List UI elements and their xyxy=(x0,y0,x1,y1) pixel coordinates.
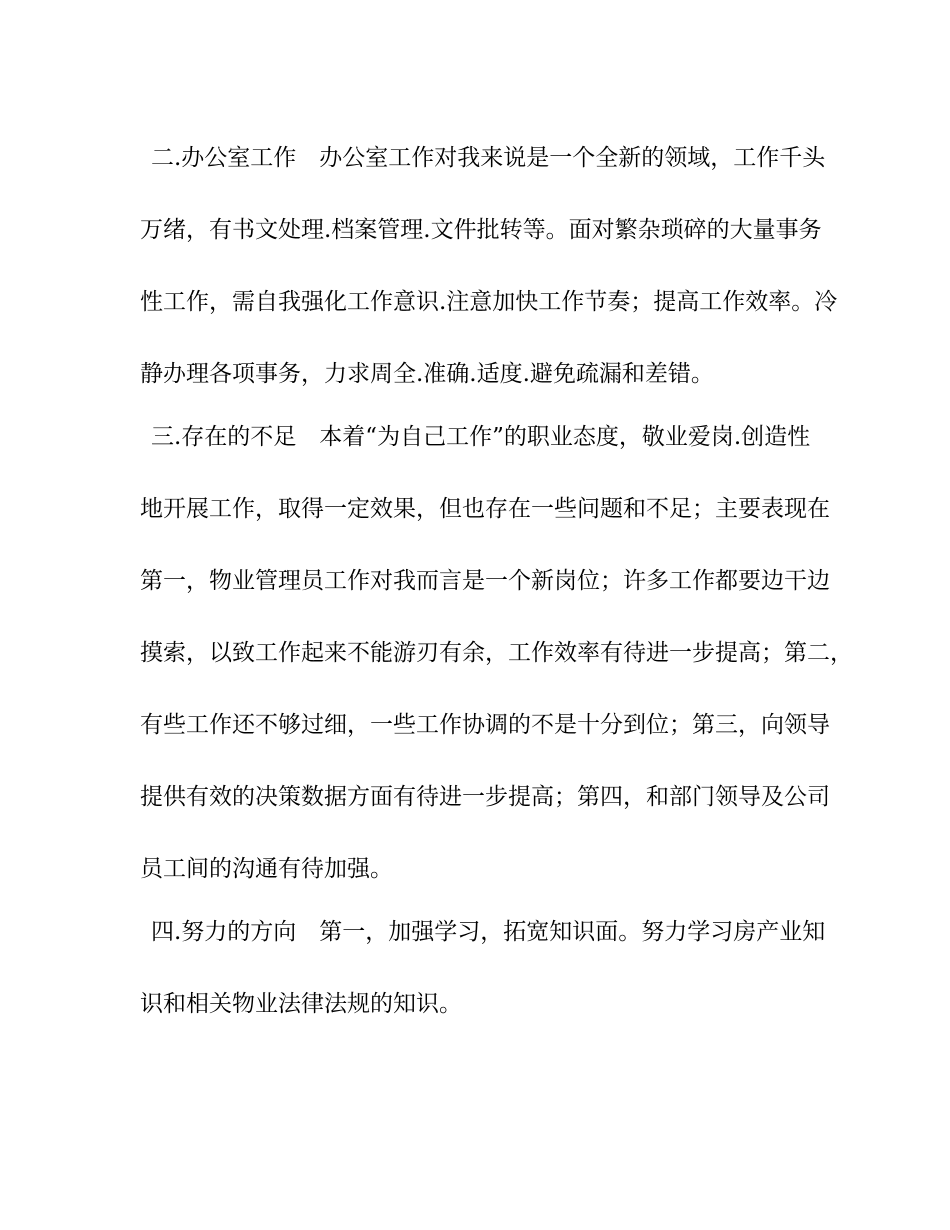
paragraph-line: 有些工作还不够过细，一些工作协调的不是十分到位；第三，向领导 xyxy=(140,712,830,738)
paragraph-line: 摸索，以致工作起来不能游刃有余，工作效率有待进一步提高；第二， xyxy=(140,640,853,666)
section-2-heading-line: 二.办公室工作 办公室工作对我来说是一个全新的领域，工作千头 xyxy=(151,145,826,171)
paragraph-line: 性工作，需自我强化工作意识.注意加快工作节奏；提高工作效率。冷 xyxy=(140,289,838,315)
paragraph-line: 提供有效的决策数据方面有待进一步提高；第四，和部门领导及公司 xyxy=(140,784,830,810)
paragraph-line: 员工间的沟通有待加强。 xyxy=(140,856,393,882)
paragraph-line: 识和相关物业法律法规的知识。 xyxy=(140,991,462,1017)
section-3-heading-line: 三.存在的不足 本着“为自己工作”的职业态度，敬业爱岗.创造性 xyxy=(151,424,811,450)
paragraph-line: 万绪，有书文处理.档案管理.文件批转等。面对繁杂琐碎的大量事务 xyxy=(140,217,822,243)
paragraph-line: 第一，物业管理员工作对我而言是一个新岗位；许多工作都要边干边 xyxy=(140,568,830,594)
section-4-heading-line: 四.努力的方向 第一，加强学习，拓宽知识面。努力学习房产业知 xyxy=(151,919,826,945)
paragraph-line: 静办理各项事务，力求周全.准确.适度.避免疏漏和差错。 xyxy=(140,361,714,387)
paragraph-line: 地开展工作，取得一定效果，但也存在一些问题和不足；主要表现在 xyxy=(140,496,830,522)
